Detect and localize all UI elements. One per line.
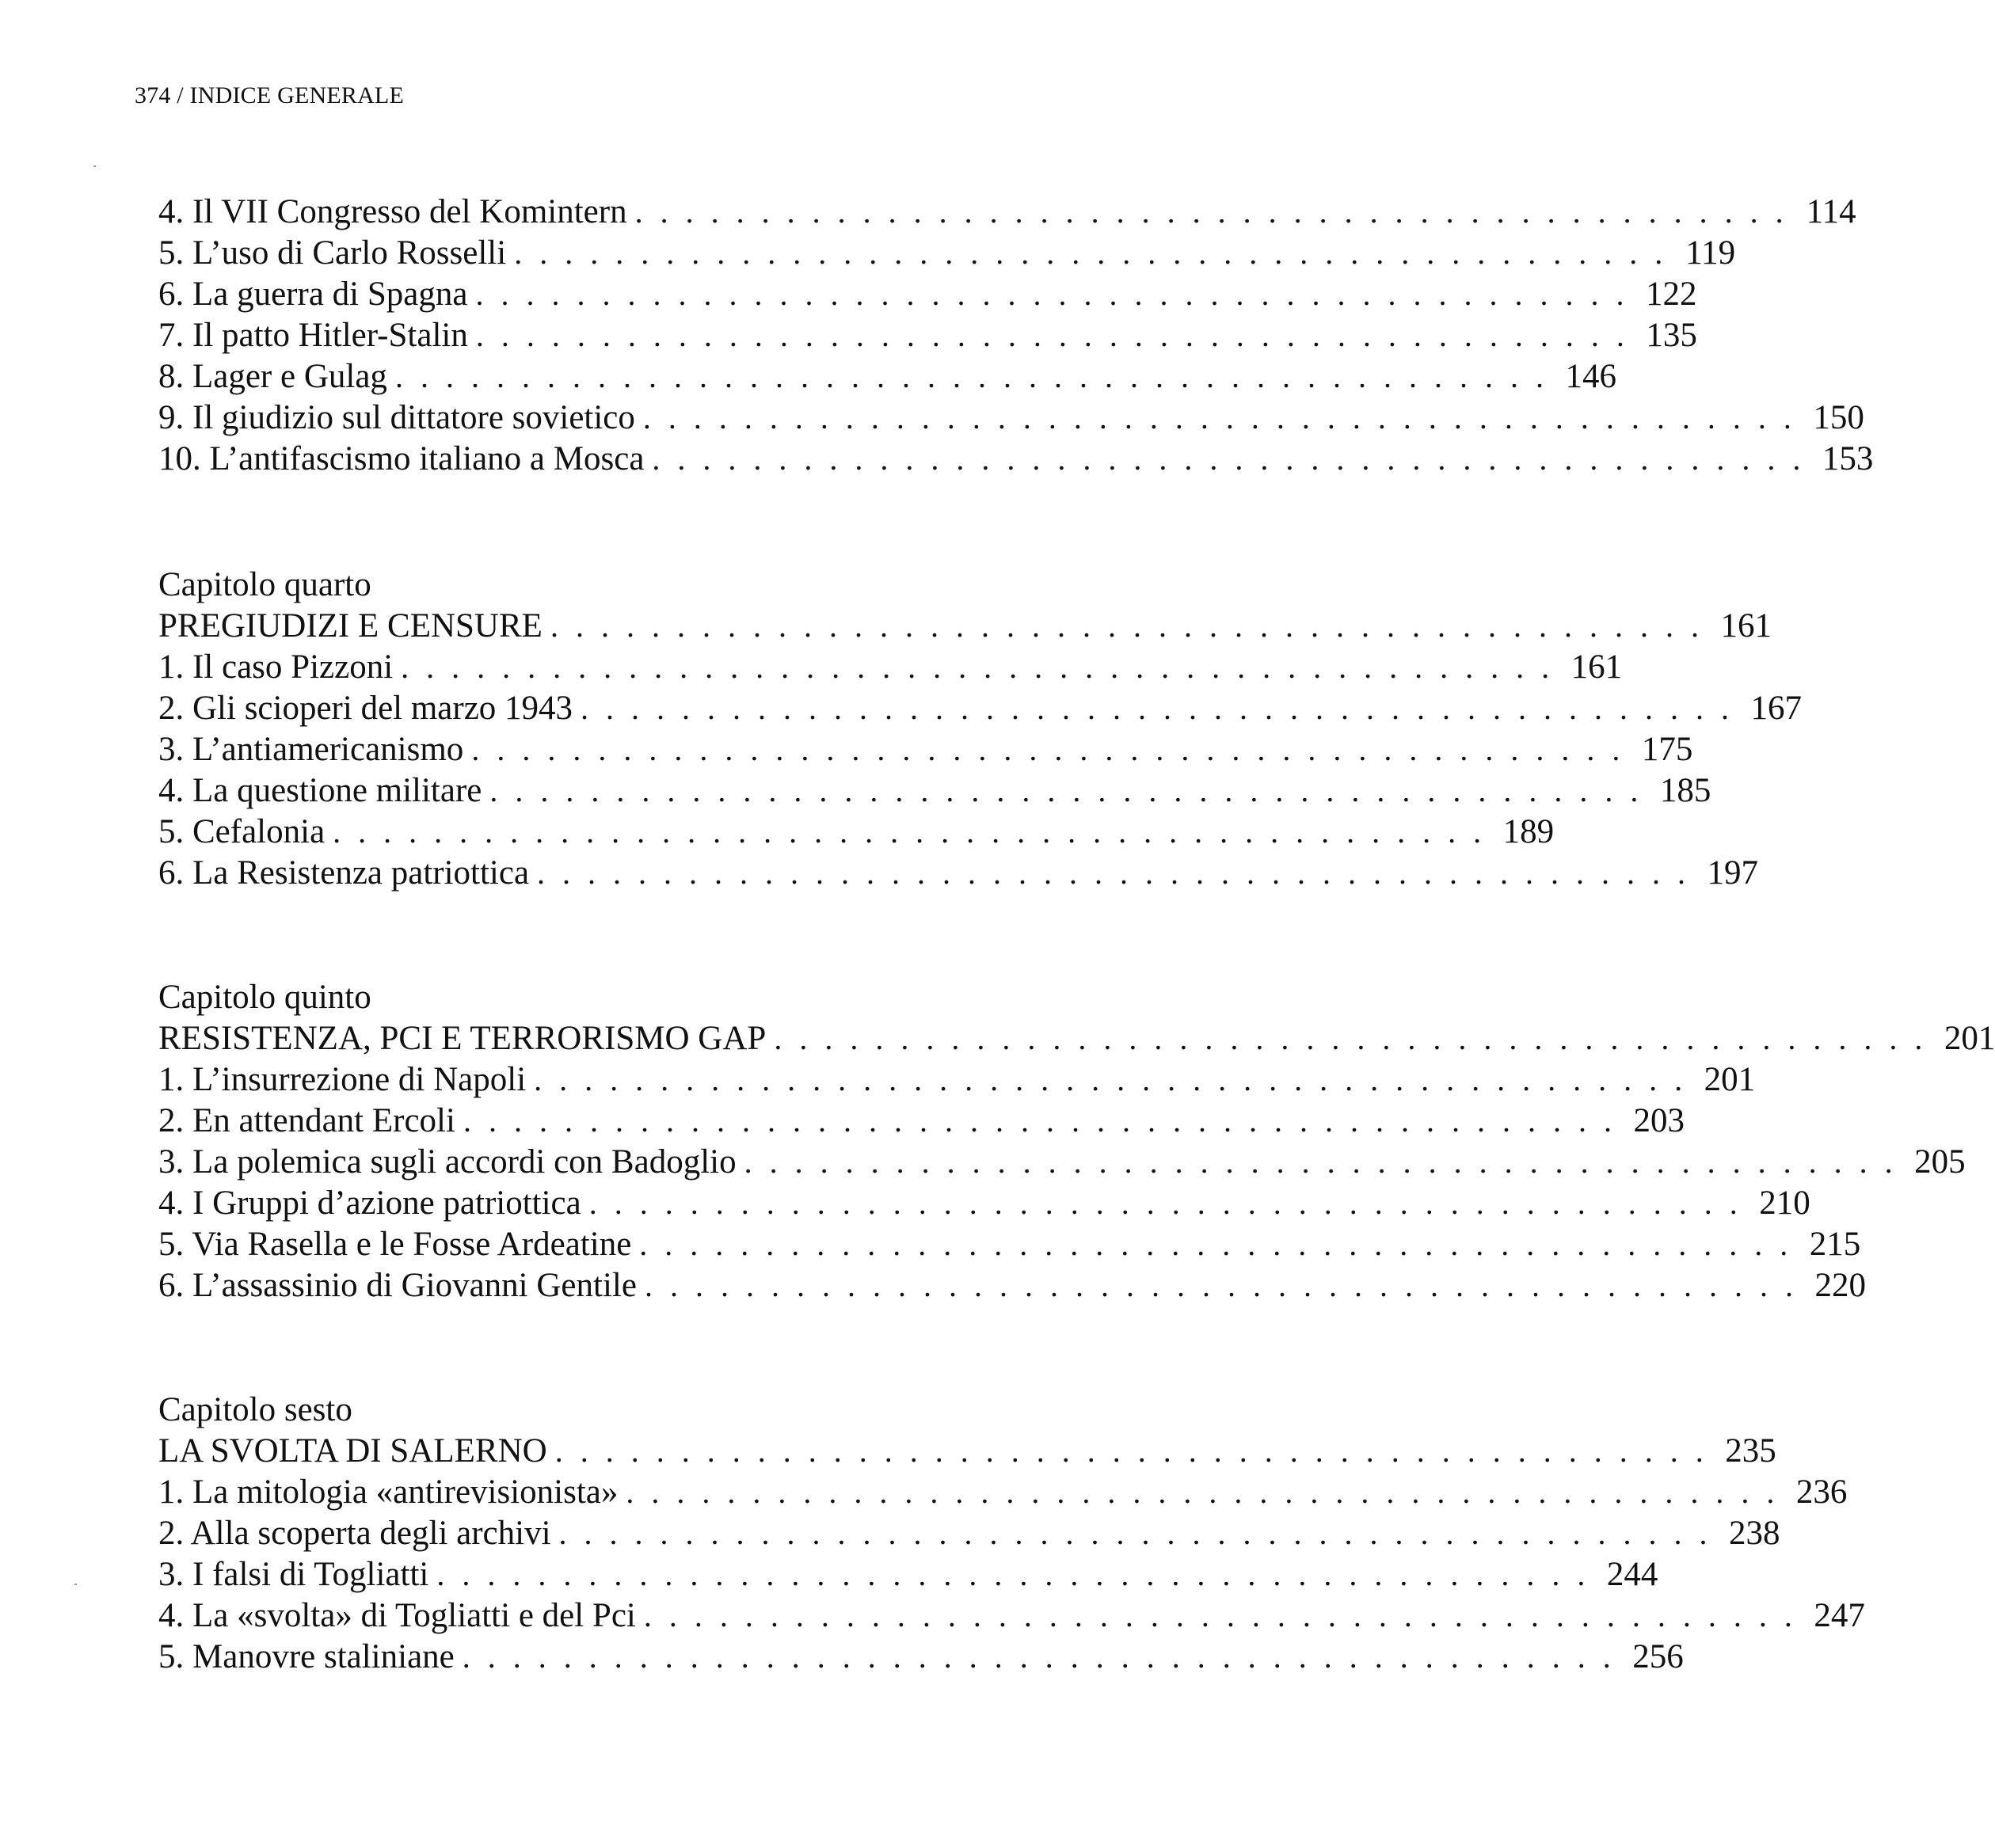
- leader-dots: . . . . . . . . . . . . . . . . . . . . . . . . . . . . . . . . . . . . . . . . . . . . . .: [463, 1103, 1616, 1139]
- chapter-page: 201: [1944, 1020, 1995, 1057]
- toc-entry-page: 205: [1914, 1143, 1966, 1181]
- toc-entry-page: 167: [1750, 690, 1803, 727]
- toc-entry-title: 8. Lager e Gulag: [158, 358, 387, 395]
- chapter-heading: [158, 1018, 1995, 1059]
- toc-entry: [158, 770, 1711, 812]
- leader-dots: . . . . . . . . . . . . . . . . . . . . . . . . . . . . . . . . . . . . . . . . . . . . . .: [652, 441, 1806, 477]
- leader-dots: . . . . . . . . . . . . . . . . . . . . . . . . . . . . . . . . . . . . . . . . . . . . . .: [333, 814, 1487, 850]
- chapter-title: LA SVOLTA DI SALERNO: [158, 1432, 547, 1470]
- toc-entry-page: 247: [1814, 1597, 1865, 1634]
- toc-entry-page: 114: [1806, 193, 1856, 230]
- toc-entry-title: 6. L’assassinio di Giovanni Gentile: [158, 1267, 637, 1304]
- toc-entry: [158, 853, 1759, 894]
- chapter-label: Capitolo quarto: [158, 566, 371, 603]
- toc-entry-page: 153: [1822, 440, 1874, 477]
- leader-dots: . . . . . . . . . . . . . . . . . . . . . . . . . . . . . . . . . . . . . . . . . . . . . .: [634, 194, 1788, 230]
- toc-entry-title: 6. La guerra di Spagna: [158, 276, 468, 313]
- chapter-heading: [158, 606, 1772, 647]
- chapter-label: Capitolo quinto: [158, 979, 371, 1016]
- running-head: 374 / INDICE GENERALE: [135, 82, 404, 108]
- toc-chapter-4: [158, 565, 1803, 894]
- leader-dots: . . . . . . . . . . . . . . . . . . . . . . . . . . . . . . . . . . . . . . . . . . . . . .: [401, 649, 1555, 685]
- leader-dots: . . . . . . . . . . . . . . . . . . . . . . . . . . . . . . . . . . . . . . . . . . . . . .: [489, 773, 1643, 808]
- leader-dots: . . . . . . . . . . . . . . . . . . . . . . . . . . . . . . . . . . . . . . . . . . . . . .: [744, 1144, 1898, 1180]
- toc-entry: [158, 439, 1874, 480]
- leader-dots: . . . . . . . . . . . . . . . . . . . . . . . . . . . . . . . . . . . . . . . . . . . . . .: [554, 1433, 1708, 1469]
- leader-dots: . . . . . . . . . . . . . . . . . . . . . . . . . . . . . . . . . . . . . . . . . . . . . .: [537, 855, 1691, 891]
- toc-entry-page: 135: [1646, 317, 1697, 354]
- toc-entry-page: 146: [1565, 358, 1616, 395]
- leader-dots: . . . . . . . . . . . . . . . . . . . . . . . . . . . . . . . . . . . . . . . . . . . . . .: [581, 690, 1734, 726]
- toc-entry-title: 2. Alla scoperta degli archivi: [158, 1515, 551, 1552]
- toc-entry-title: 4. La questione militare: [158, 772, 482, 809]
- toc-entry-title: 1. L’insurrezione di Napoli: [158, 1061, 527, 1098]
- toc-entry-title: 10. L’antifascismo italiano a Mosca: [158, 440, 645, 477]
- leader-dots: . . . . . . . . . . . . . . . . . . . . . . . . . . . . . . . . . . . . . . . . . . . . . .: [643, 1598, 1797, 1633]
- toc-entry: [158, 356, 1616, 397]
- toc-entry-page: 185: [1659, 772, 1711, 809]
- toc-entry-page: 119: [1685, 234, 1736, 272]
- toc-entry-title: 9. Il giudizio sul dittatore sovietico: [158, 399, 635, 436]
- toc-entry: [158, 688, 1803, 729]
- toc-entry: [158, 812, 1555, 853]
- toc-entry-page: 256: [1632, 1638, 1684, 1675]
- toc-entry-page: 238: [1729, 1515, 1780, 1552]
- leader-dots: . . . . . . . . . . . . . . . . . . . . . . . . . . . . . . . . . . . . . . . . . . . . . .: [394, 359, 1548, 394]
- leader-dots: . . . . . . . . . . . . . . . . . . . . . . . . . . . . . . . . . . . . . . . . . . . . . .: [462, 1639, 1616, 1675]
- chapter-title: PREGIUDIZI E CENSURE: [158, 607, 543, 645]
- toc-entry: [158, 1183, 1810, 1224]
- toc-entry-title: 3. I falsi di Togliatti: [158, 1556, 429, 1593]
- toc-entry-page: 122: [1645, 276, 1697, 313]
- toc-entry: [158, 1101, 1685, 1142]
- toc-entry-page: 189: [1502, 813, 1555, 850]
- toc-entry-page: 236: [1795, 1473, 1848, 1511]
- chapter-label: Capitolo sesto: [158, 1391, 352, 1428]
- toc-entry-page: 161: [1570, 648, 1623, 686]
- toc-entry-page: 197: [1707, 854, 1759, 892]
- leader-dots: . . . . . . . . . . . . . . . . . . . . . . . . . . . . . . . . . . . . . . . . . . . . . .: [550, 608, 1704, 644]
- toc-entry-page: 210: [1759, 1184, 1810, 1222]
- leader-dots: . . . . . . . . . . . . . . . . . . . . . . . . . . . . . . . . . . . . . . . . . . . . . .: [558, 1515, 1712, 1551]
- chapter-heading: [158, 1431, 1776, 1472]
- leader-dots: . . . . . . . . . . . . . . . . . . . . . . . . . . . . . . . . . . . . . . . . . . . . . .: [471, 732, 1625, 767]
- toc-entry-title: 7. Il patto Hitler-Stalin: [158, 317, 468, 354]
- toc-entry: [158, 315, 1697, 356]
- chapter-page: 235: [1725, 1432, 1776, 1470]
- toc-entry-page: 175: [1641, 731, 1693, 768]
- toc-entry: [158, 1142, 1966, 1183]
- toc-entry-title: 1. La mitologia «antirevisionista»: [158, 1473, 619, 1511]
- toc-entry-page: 203: [1633, 1102, 1685, 1139]
- toc-entry: [158, 397, 1864, 439]
- toc-entry: [158, 1595, 1865, 1637]
- toc-entry: [158, 1554, 1658, 1595]
- toc-entry: [158, 233, 1736, 274]
- toc-entry-title: 5. Via Rasella e le Fosse Ardeatine: [158, 1226, 632, 1263]
- leader-dots: . . . . . . . . . . . . . . . . . . . . . . . . . . . . . . . . . . . . . . . . . . . . . .: [534, 1062, 1688, 1097]
- leader-dots: . . . . . . . . . . . . . . . . . . . . . . . . . . . . . . . . . . . . . . . . . . . . . .: [642, 400, 1796, 435]
- toc-entry: [158, 192, 1856, 233]
- toc-entry: [158, 729, 1693, 770]
- toc-chapter-6: [158, 1390, 1865, 1678]
- scan-speck: [93, 165, 96, 167]
- toc-entry-title: 1. Il caso Pizzoni: [158, 648, 394, 686]
- leader-dots: . . . . . . . . . . . . . . . . . . . . . . . . . . . . . . . . . . . . . . . . . . . . . .: [588, 1185, 1742, 1221]
- toc-entry: [158, 1059, 1756, 1101]
- leader-dots: . . . . . . . . . . . . . . . . . . . . . . . . . . . . . . . . . . . . . . . . . . . . . .: [514, 235, 1668, 271]
- leader-dots: . . . . . . . . . . . . . . . . . . . . . . . . . . . . . . . . . . . . . . . . . . . . . .: [644, 1268, 1798, 1303]
- toc-entry-title: 3. La polemica sugli accordi con Badoglio: [158, 1143, 737, 1181]
- chapter-title: RESISTENZA, PCI E TERRORISMO GAP: [158, 1020, 767, 1057]
- leader-dots: . . . . . . . . . . . . . . . . . . . . . . . . . . . . . . . . . . . . . . . . . . . . . .: [475, 318, 1629, 353]
- leader-dots: . . . . . . . . . . . . . . . . . . . . . . . . . . . . . . . . . . . . . . . . . . . . . .: [626, 1474, 1780, 1510]
- toc-entry: [158, 647, 1623, 688]
- toc-chapter-5: [158, 977, 1995, 1306]
- toc-entry-page: 244: [1606, 1556, 1658, 1593]
- leader-dots: . . . . . . . . . . . . . . . . . . . . . . . . . . . . . . . . . . . . . . . . . . . . . .: [774, 1021, 1928, 1056]
- toc-entry: [158, 1513, 1780, 1554]
- toc-entry-title: 4. I Gruppi d’azione patriottica: [158, 1184, 581, 1222]
- toc-entry-page: 150: [1813, 399, 1864, 436]
- leader-dots: . . . . . . . . . . . . . . . . . . . . . . . . . . . . . . . . . . . . . . . . . . . . . .: [475, 276, 1629, 312]
- toc-entry-title: 4. La «svolta» di Togliatti e del Pci: [158, 1597, 636, 1634]
- toc-entry-title: 2. Gli scioperi del marzo 1943: [158, 690, 573, 727]
- toc-entry-page: 220: [1814, 1267, 1866, 1304]
- chapter-page: 161: [1720, 607, 1772, 645]
- toc-entry-title: 5. Cefalonia: [158, 813, 326, 850]
- toc-entry: [158, 274, 1697, 315]
- toc-entry-title: 5. L’uso di Carlo Rosselli: [158, 234, 507, 272]
- toc-entry: [158, 1637, 1684, 1678]
- toc-entry-title: 6. La Resistenza patriottica: [158, 854, 530, 892]
- toc-entry-title: 5. Manovre staliniane: [158, 1638, 455, 1675]
- toc-entry-page: 201: [1704, 1061, 1756, 1098]
- scan-speck: [74, 1584, 77, 1585]
- toc-entry-title: 2. En attendant Ercoli: [158, 1102, 455, 1139]
- toc-entry-page: 215: [1809, 1226, 1861, 1263]
- toc-entry-title: 3. L’antiamericanismo: [158, 731, 464, 768]
- toc-entry-title: 4. Il VII Congresso del Komintern: [158, 193, 627, 230]
- leader-dots: . . . . . . . . . . . . . . . . . . . . . . . . . . . . . . . . . . . . . . . . . . . . . .: [639, 1226, 1793, 1262]
- toc-entry: [158, 1472, 1848, 1513]
- toc-section-continued: [158, 192, 1874, 480]
- toc-entry: [158, 1265, 1866, 1306]
- toc-entry: [158, 1224, 1861, 1265]
- leader-dots: . . . . . . . . . . . . . . . . . . . . . . . . . . . . . . . . . . . . . . . . . . . . . .: [436, 1557, 1590, 1592]
